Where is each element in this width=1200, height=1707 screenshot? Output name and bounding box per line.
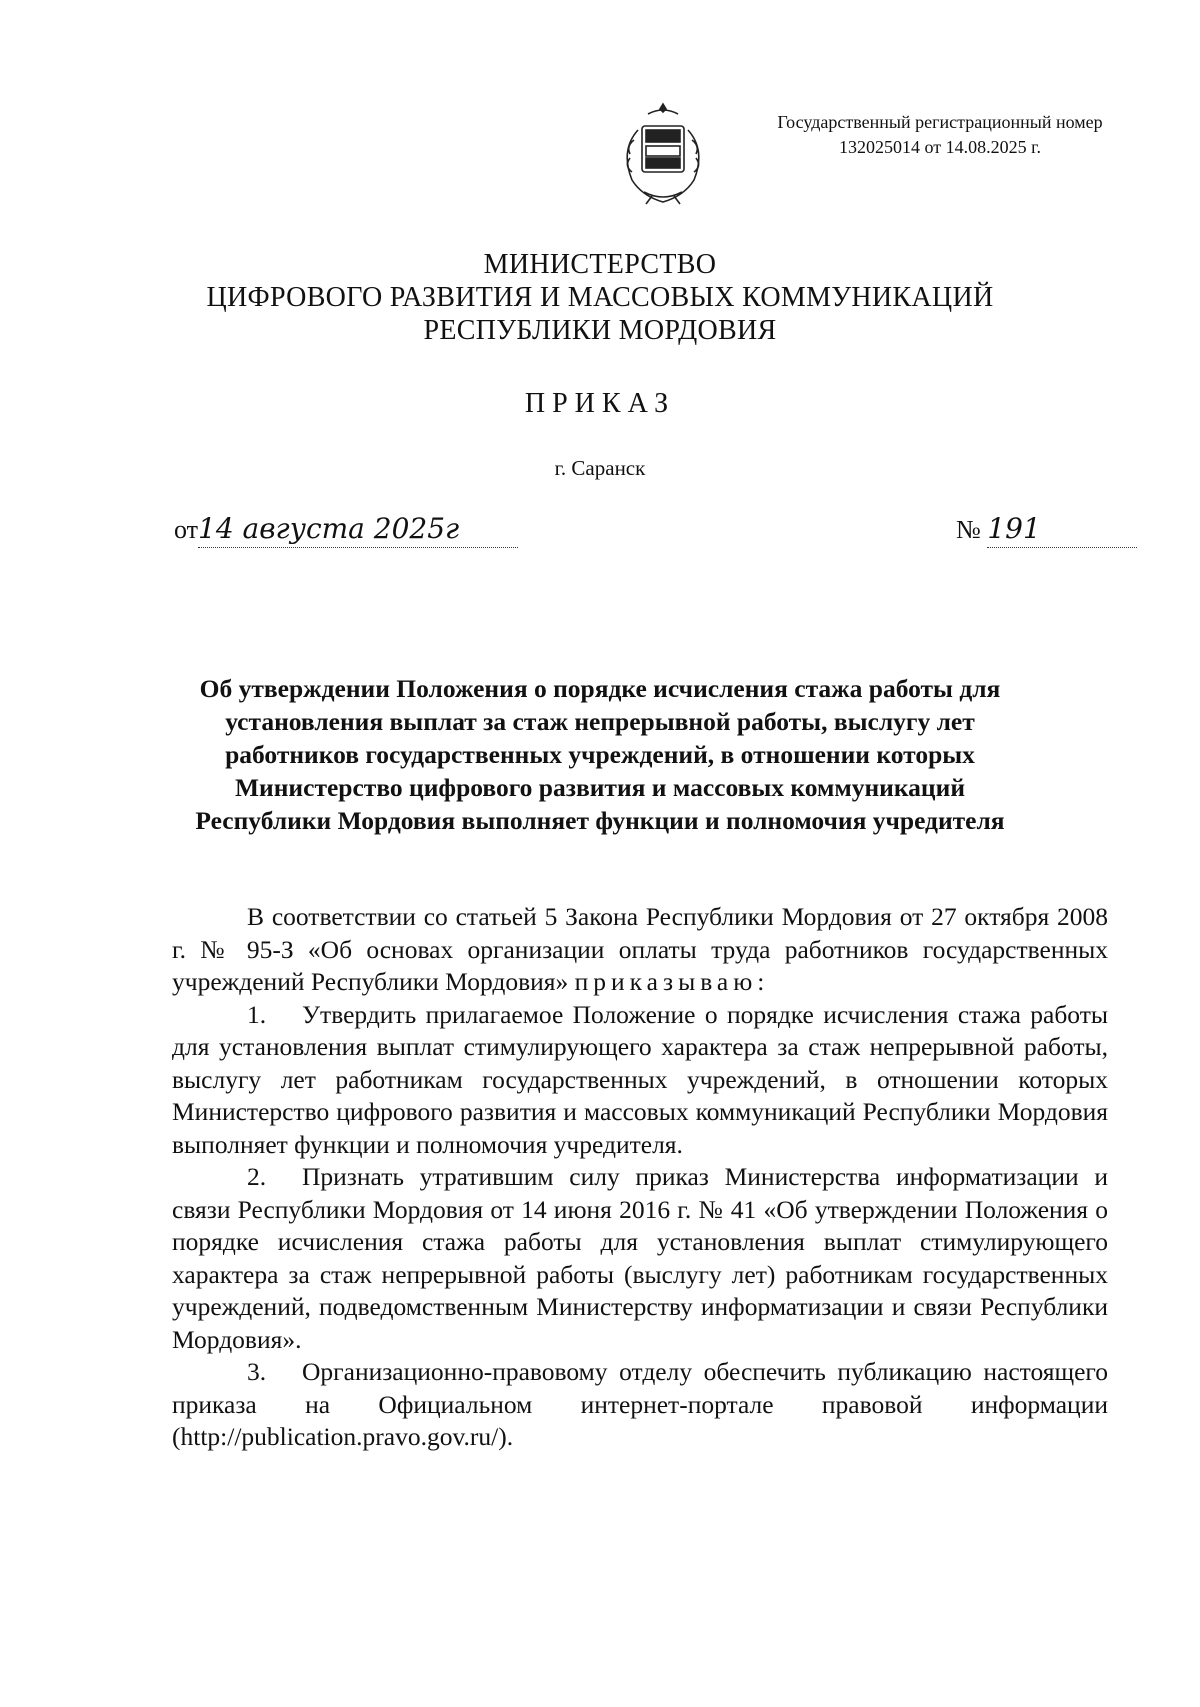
ministry-line-2: ЦИФРОВОГО РАЗВИТИЯ И МАССОВЫХ КОММУНИКАЦИЙ	[206, 282, 994, 313]
number-line	[956, 512, 1137, 548]
intro-text: В соответствии со статьей 5 Закона Республики Мордовия от 27 октября 2008 г. № 95-З «Об основах организации оплаты труда работников государственных учреждений Республики Мордовия»	[172, 902, 1108, 996]
item-text: Утвердить прилагаемое Положение о порядке исчисления стажа работы для установления выплат стимулирующего характера за стаж непрерывной работы, выслугу лет работникам государственных учреждений, в отношении которых Министерство цифрового развития и массовых коммуникаций Республики Мордовия выполняет функции и полномочия учредителя.	[172, 999, 1108, 1159]
coat-of-arms-icon	[608, 100, 718, 210]
city: г. Саранск	[554, 456, 646, 480]
handwritten-date: 14 августа 2025г	[198, 512, 518, 548]
item-number: 3.	[247, 1357, 267, 1386]
document-body	[172, 901, 1108, 1454]
registration-line-1: Государственный регистрационный номер	[777, 112, 1103, 132]
document-title: Об утверждении Положения о порядке исчисления стажа работы для установления выплат за стаж непрерывной работы, выслугу лет работников государственных учреждений, в отношении которых Министерство цифрового развития и массовых коммуникаций Республики Мордовия выполняет функции и полномочия учредителя	[195, 674, 1005, 835]
list-item-3	[172, 1356, 1108, 1454]
list-item-2	[172, 1161, 1108, 1356]
item-text: Признать утратившим силу приказ Министерства информатизации и связи Республики Мордовия от 14 июня 2016 г. № 41 «Об утверждении Положения о порядке исчисления стажа работы для установления выплат стимулирующего характера за стаж непрерывной работы (выслугу лет) работникам государственных учреждений, подведомственным Министерству информатизации и связи Республики Мордовия».	[172, 1162, 1108, 1354]
document-type: ПРИКАЗ	[524, 388, 676, 419]
handwritten-number: 191	[987, 512, 1137, 548]
number-prefix: №	[956, 515, 981, 544]
item-number: 1.	[247, 999, 267, 1029]
intro-verb: приказываю:	[574, 967, 770, 996]
ministry-line-3: РЕСПУБЛИКИ МОРДОВИЯ	[423, 315, 777, 346]
item-text: Организационно-правовому отделу обеспечить публикацию настоящего приказа на Официальном интернет-портале правовой информации (http://publication.pravo.gov.ru/).	[172, 1357, 1108, 1451]
date-prefix: от	[174, 515, 199, 544]
intro-paragraph	[172, 901, 1108, 999]
date-line	[174, 512, 518, 548]
item-number: 2.	[247, 1162, 267, 1191]
registration-stamp	[740, 110, 1140, 160]
ministry-header	[150, 248, 1050, 347]
list-item-1	[172, 999, 1108, 1162]
registration-line-2: 132025014 от 14.08.2025 г.	[839, 137, 1041, 157]
ministry-line-1: МИНИСТЕРСТВО	[483, 249, 717, 280]
